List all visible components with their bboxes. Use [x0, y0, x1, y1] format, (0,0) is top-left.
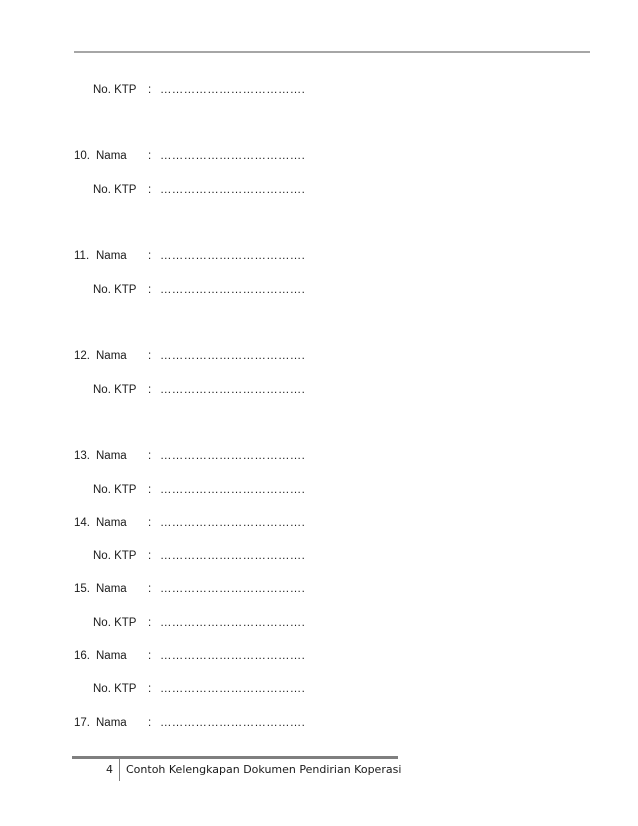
name-blank-line: ………………………………. [160, 517, 306, 529]
name-blank-line: ………………………………. [160, 450, 306, 462]
field-colon: : [148, 384, 152, 396]
ktp-blank-line: ………………………………. [160, 184, 306, 196]
field-colon: : [148, 717, 152, 729]
field-colon: : [148, 250, 152, 262]
name-label: Nama [96, 717, 127, 729]
footer-divider [119, 759, 120, 781]
member-number: 15. [74, 583, 90, 595]
field-colon: : [148, 450, 152, 462]
field-colon: : [148, 484, 152, 496]
field-colon: : [148, 284, 152, 296]
name-label: Nama [96, 350, 127, 362]
name-label: Nama [96, 517, 127, 529]
ktp-blank-line: ………………………………. [160, 384, 306, 396]
ktp-blank-line: ………………………………. [160, 550, 306, 562]
ktp-blank-line: ………………………………. [160, 284, 306, 296]
name-label: Nama [96, 450, 127, 462]
member-number: 11. [74, 250, 90, 262]
ktp-blank-line: ………………………………. [160, 84, 306, 96]
ktp-label: No. KTP [93, 484, 137, 496]
ktp-label: No. KTP [93, 284, 137, 296]
footer-document-title: Contoh Kelengkapan Dokumen Pendirian Koperasi [126, 763, 402, 776]
field-colon: : [148, 650, 152, 662]
field-colon: : [148, 683, 152, 695]
ktp-label: No. KTP [93, 550, 137, 562]
ktp-label: No. KTP [93, 184, 137, 196]
member-number: 16. [74, 650, 90, 662]
name-blank-line: ………………………………. [160, 717, 306, 729]
field-colon: : [148, 583, 152, 595]
name-label: Nama [96, 150, 127, 162]
member-number: 12. [74, 350, 90, 362]
field-colon: : [148, 184, 152, 196]
field-colon: : [148, 517, 152, 529]
name-blank-line: ………………………………. [160, 650, 306, 662]
footer-rule [72, 756, 398, 759]
page-number: 4 [106, 763, 113, 776]
member-number: 17. [74, 717, 90, 729]
field-colon: : [148, 150, 152, 162]
member-number: 13. [74, 450, 90, 462]
member-number: 10. [74, 150, 90, 162]
ktp-blank-line: ………………………………. [160, 484, 306, 496]
ktp-label: No. KTP [93, 683, 137, 695]
name-label: Nama [96, 650, 127, 662]
ktp-blank-line: ………………………………. [160, 617, 306, 629]
ktp-label: No. KTP [93, 84, 137, 96]
member-number: 14. [74, 517, 90, 529]
field-colon: : [148, 550, 152, 562]
name-blank-line: ………………………………. [160, 250, 306, 262]
field-colon: : [148, 350, 152, 362]
name-blank-line: ………………………………. [160, 350, 306, 362]
name-blank-line: ………………………………. [160, 583, 306, 595]
field-colon: : [148, 617, 152, 629]
name-blank-line: ………………………………. [160, 150, 306, 162]
header-rule [74, 51, 590, 53]
ktp-blank-line: ………………………………. [160, 683, 306, 695]
ktp-label: No. KTP [93, 617, 137, 629]
name-label: Nama [96, 250, 127, 262]
ktp-label: No. KTP [93, 384, 137, 396]
name-label: Nama [96, 583, 127, 595]
field-colon: : [148, 84, 152, 96]
